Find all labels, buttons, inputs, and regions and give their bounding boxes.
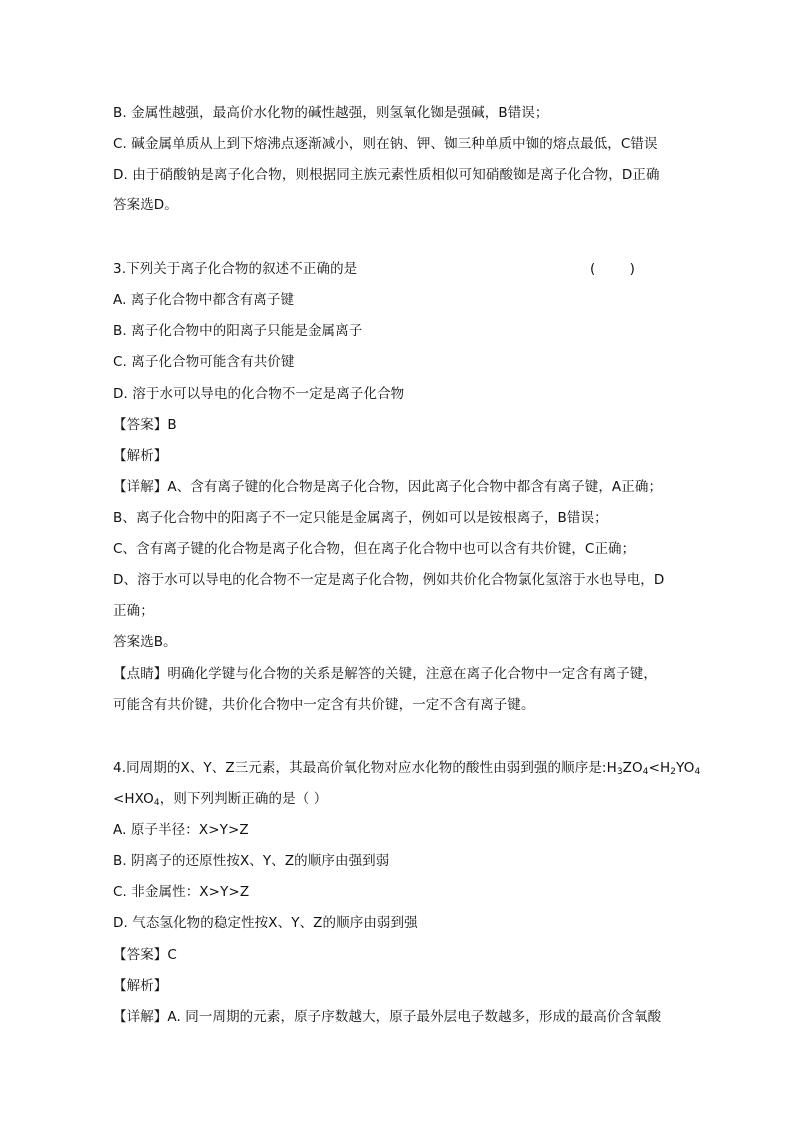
q3-option-b: B. 离子化合物中的阳离子只能是金属离子 bbox=[113, 323, 363, 339]
less-than-sign: < bbox=[113, 791, 125, 807]
q4-option-c: C. 非金属性：X>Y>Z bbox=[113, 884, 250, 900]
q3-analysis-label: 【解析】 bbox=[113, 448, 168, 464]
prev-explanation-b: B. 金属性越强，最高价水化物的碱性越强，则氢氧化铷是强碱，B错误； bbox=[113, 105, 549, 121]
q3-option-c: C. 离子化合物可能含有共价键 bbox=[113, 354, 295, 370]
q3-stem: 3.下列关于离子化合物的叙述不正确的是 bbox=[113, 261, 358, 277]
q4-formula-h2yo4: $H_2YO_4$ bbox=[660, 760, 701, 777]
q4-formula-hxo4: $HXO_4$ bbox=[124, 791, 160, 808]
q4-stem-tail: ，则下列判断正确的是（ ） bbox=[159, 791, 328, 807]
q4-stem-text: 4.同周期的X、Y、Z三元素，其最高价氧化物对应水化物的酸性由弱到强的顺序是: bbox=[113, 760, 607, 776]
q4-analysis-label: 【解析】 bbox=[113, 978, 168, 994]
q4-option-b: B. 阴离子的还原性按X、Y、Z的顺序由强到弱 bbox=[113, 853, 390, 869]
q3-detail-line: 【详解】A、含有离子键的化合物是离子化合物，因此离子化合物中都含有离子键，A正确； bbox=[113, 479, 663, 495]
q3-option-a: A. 离子化合物中都含有离子键 bbox=[113, 292, 295, 308]
q3-detail-line: D、溶于水可以导电的化合物不一定是离子化合物，例如共价化合物氯化氢溶于水也导电，D bbox=[113, 572, 665, 588]
q4-detail-line: 【详解】A. 同一周期的元素，原子序数越大，原子最外层电子数越多，形成的最高价含氧酸 bbox=[113, 1009, 662, 1025]
prev-explanation-c: C. 碱金属单质从上到下熔沸点逐渐减小，则在钠、钾、铷三种单质中铷的熔点最低，C错误 bbox=[113, 136, 658, 152]
q3-detail-line: B、离子化合物中的阳离子不一定只能是金属离子，例如可以是铵根离子，B错误； bbox=[113, 510, 608, 526]
q4-formula-h3zo4: $H_3ZO_4$ bbox=[606, 760, 649, 777]
q4-option-d: D. 气态氢化物的稳定性按X、Y、Z的顺序由弱到强 bbox=[113, 915, 418, 931]
q3-detail-line: 答案选B。 bbox=[113, 634, 177, 650]
q4-option-a: A. 原子半径：X>Y>Z bbox=[113, 822, 249, 838]
q4-stem-line2 bbox=[113, 789, 327, 813]
q3-tip-line: 【点睛】明确化学键与化合物的关系是解答的关键，注意在离子化合物中一定含有离子键， bbox=[113, 666, 657, 682]
q3-answer: 【答案】B bbox=[113, 417, 177, 433]
q3-option-d: D. 溶于水可以导电的化合物不一定是离子化合物 bbox=[113, 386, 405, 402]
q3-tip-line: 可能含有共价键，共价化合物中一定含有共价键，一定不含有离子键。 bbox=[113, 697, 535, 713]
prev-explanation-d: D. 由于硝酸钠是离子化合物，则根据同主族元素性质相似可知硝酸铷是离子化合物，D正确 bbox=[113, 167, 660, 183]
q3-detail-line: 正确； bbox=[113, 603, 154, 619]
less-than-sign: < bbox=[648, 760, 660, 776]
q4-stem-line1 bbox=[113, 758, 700, 782]
q3-detail-line: C、含有离子键的化合物是离子化合物，但在离子化合物中也可以含有共价键，C正确； bbox=[113, 541, 636, 557]
q3-answer-blank: ( ) bbox=[590, 261, 635, 277]
q4-answer: 【答案】C bbox=[113, 947, 177, 963]
prev-answer-line: 答案选D。 bbox=[113, 197, 178, 213]
